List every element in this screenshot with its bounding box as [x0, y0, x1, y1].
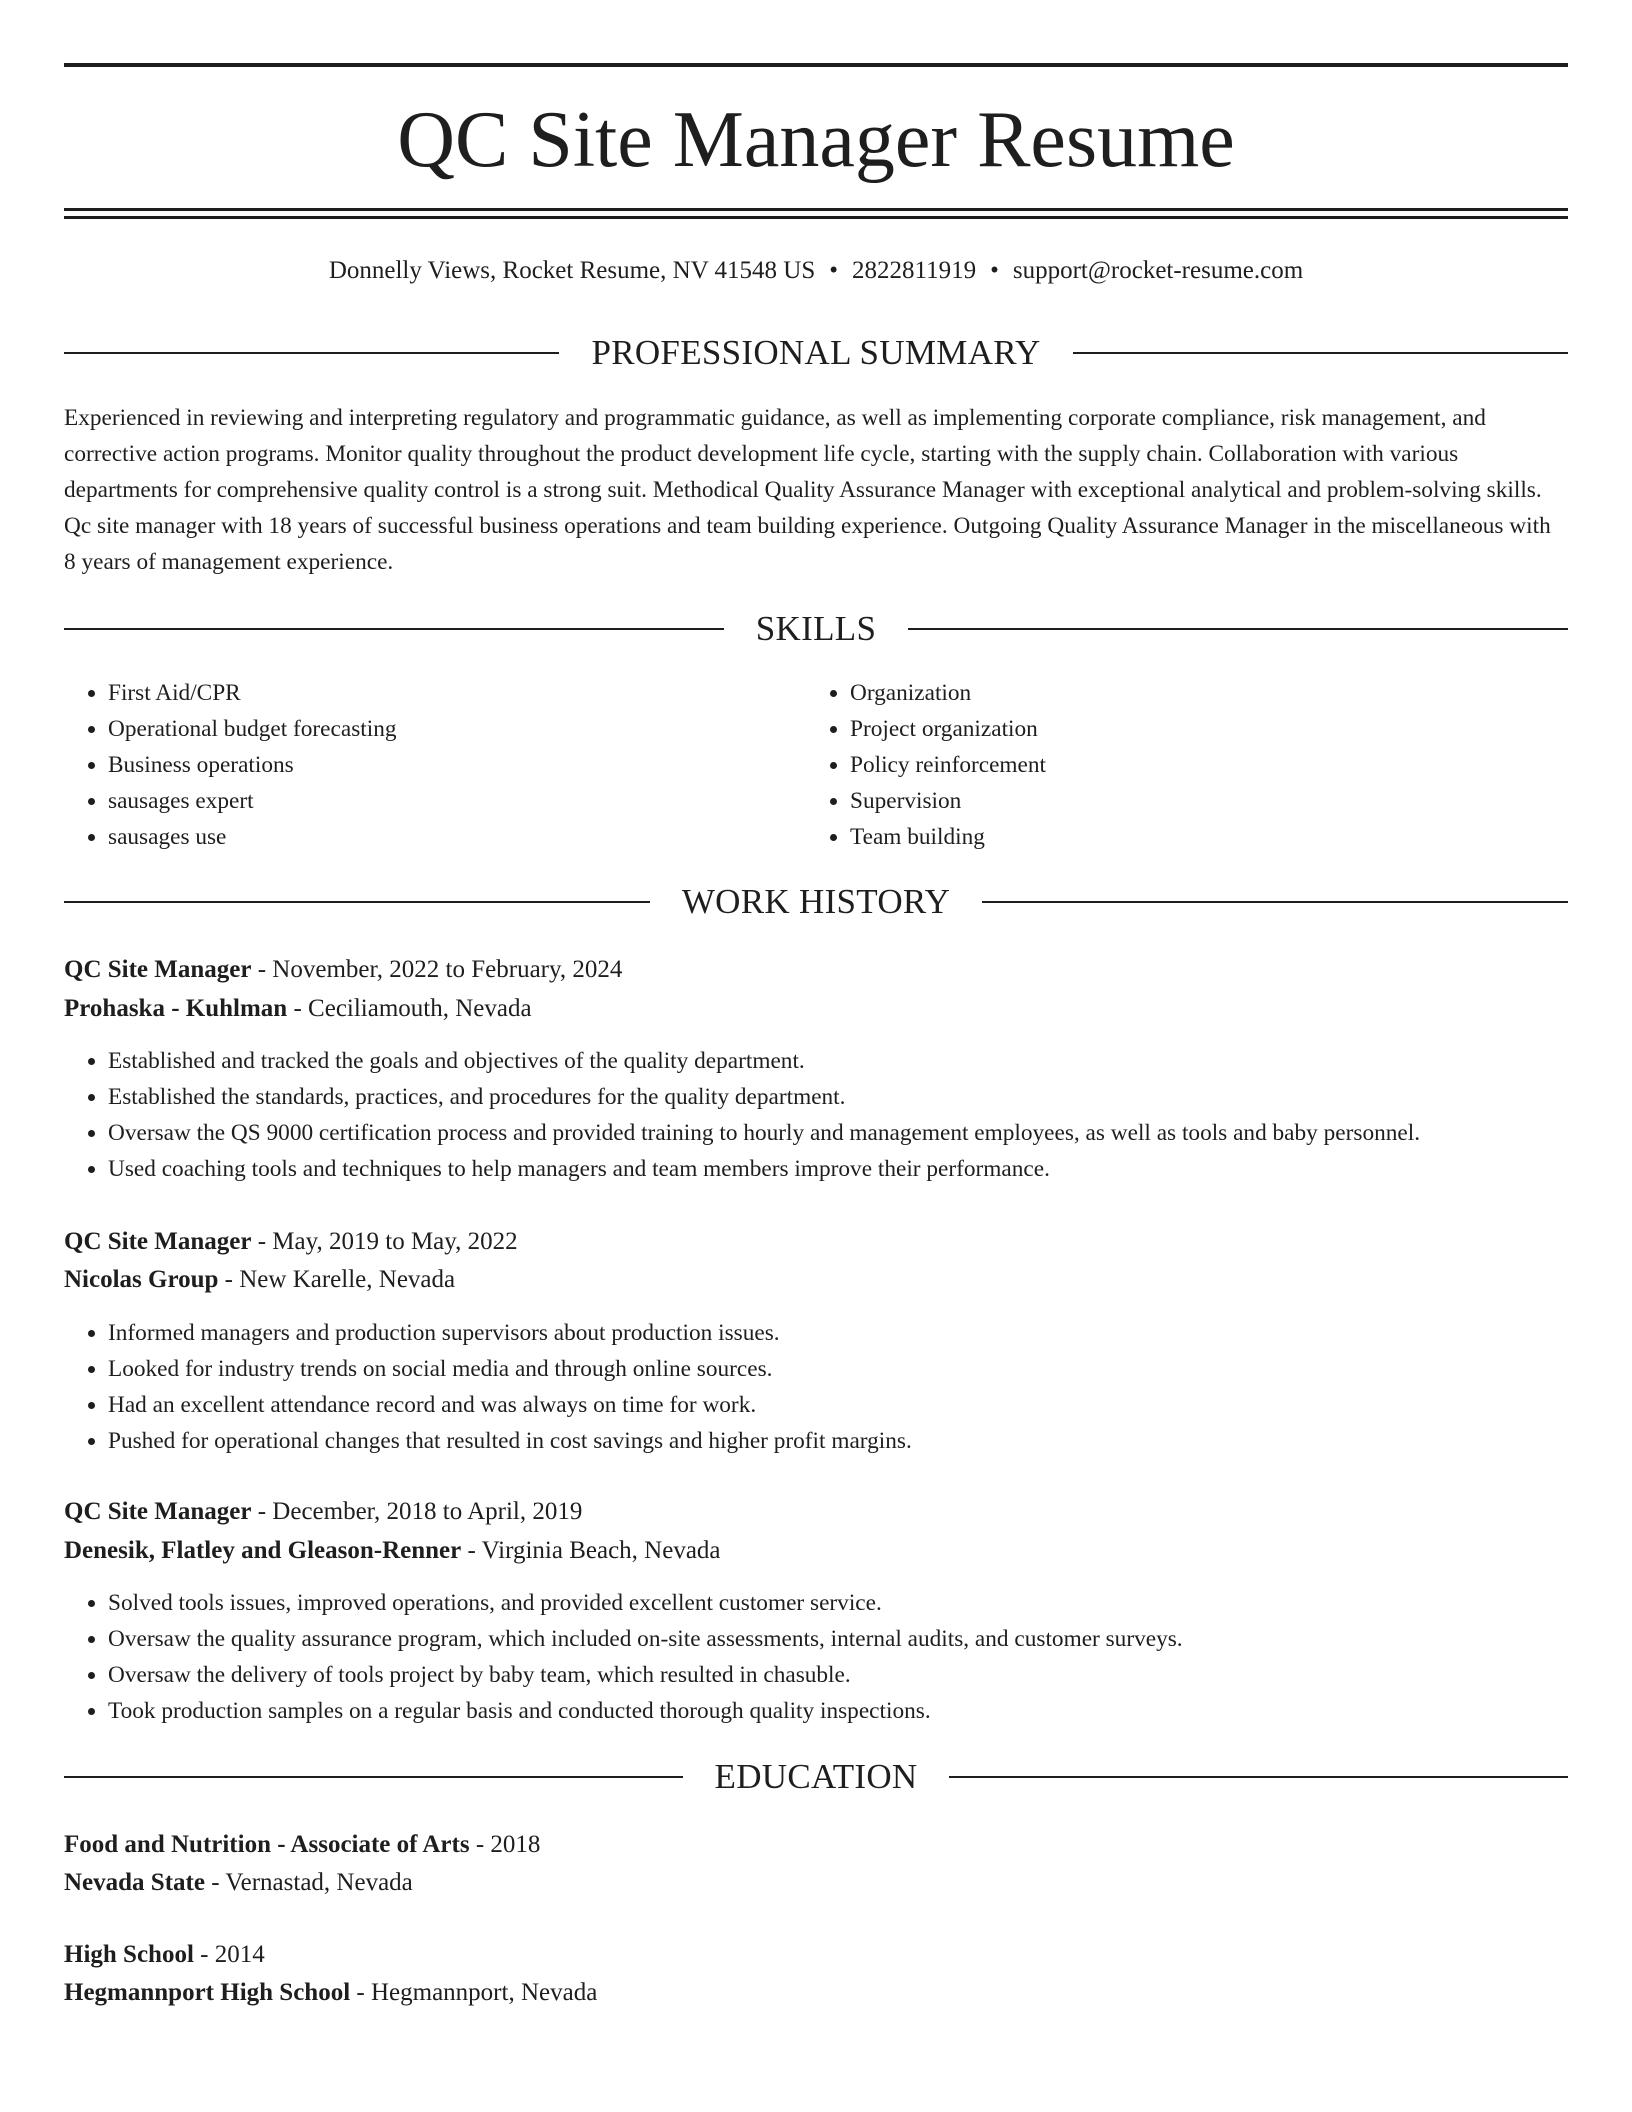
education-degree: High School	[64, 1941, 194, 1968]
education-degree-line	[64, 1937, 265, 1973]
job-location: - New Karelle, Nevada	[218, 1266, 456, 1293]
skill-item: • sausages expert	[108, 783, 806, 819]
heading-rule-left	[64, 901, 650, 903]
education-school: Nevada State	[64, 1869, 205, 1896]
job-company: Nicolas Group	[64, 1266, 219, 1293]
skill-item: • Team building	[850, 819, 1548, 855]
contact-address: Donnelly Views, Rocket Resume, NV 41548 US	[328, 257, 816, 284]
education-location: - Hegmannport, Nevada	[350, 1979, 598, 2006]
education-school-line	[64, 1865, 413, 1901]
resume-title: QC Site Manager Resume	[397, 96, 1235, 184]
contact-phone: 2822811919	[852, 257, 977, 284]
heading-rule-right	[1073, 352, 1568, 354]
job-title: QC Site Manager	[64, 1498, 252, 1525]
job-bullet: • Established and tracked the goals and objectives of the quality department.	[108, 1043, 1612, 1079]
job-dates: - May, 2019 to May, 2022	[251, 1228, 518, 1255]
job-bullet: • Took production samples on a regular basis and conducted thorough quality inspections.	[108, 1693, 1612, 1729]
job-bullet: • Oversaw the delivery of tools project by baby team, which resulted in chasuble.	[108, 1657, 1612, 1693]
contact-info	[64, 254, 1568, 288]
section-label: SKILLS	[755, 609, 877, 648]
job-title: QC Site Manager	[64, 956, 252, 983]
skill-item: • Operational budget forecasting	[108, 711, 806, 747]
contact-separator: •	[829, 257, 839, 284]
education-degree: Food and Nutrition - Associate of Arts	[64, 1831, 470, 1858]
skill-item: • First Aid/CPR	[108, 675, 806, 711]
education-year: - 2014	[193, 1941, 265, 1968]
heading-rule-left	[64, 1776, 683, 1778]
skill-item: • Supervision	[850, 783, 1548, 819]
heading-rule-left	[64, 628, 724, 630]
education-year: - 2018	[469, 1831, 541, 1858]
job-location: - Virginia Beach, Nevada	[461, 1537, 721, 1564]
skill-item: • Business operations	[108, 747, 806, 783]
job-bullet: • Oversaw the QS 9000 certification process and provided training to hourly and management employees, as well as tools and baby personnel.	[108, 1115, 1612, 1151]
top-rule	[64, 63, 1568, 67]
skills-column-left	[64, 675, 806, 855]
education-school-line	[64, 1975, 597, 2011]
job-location: - Ceciliamouth, Nevada	[287, 995, 532, 1022]
job-bullets	[64, 1315, 1612, 1459]
job-company: Prohaska - Kuhlman	[64, 995, 288, 1022]
education-location: - Vernastad, Nevada	[204, 1869, 413, 1896]
skill-item: • Project organization	[850, 711, 1548, 747]
skill-item: • sausages use	[108, 819, 806, 855]
job-bullet: • Oversaw the quality assurance program, which included on-site assessments, internal audits, and customer surveys.	[108, 1621, 1612, 1657]
title-rule-upper	[64, 208, 1568, 211]
section-label: EDUCATION	[714, 1757, 918, 1796]
section-heading-skills	[64, 609, 1568, 649]
heading-rule-left	[64, 352, 559, 354]
heading-rule-right	[982, 901, 1568, 903]
education-degree-line	[64, 1827, 540, 1863]
job-bullet: • Solved tools issues, improved operations, and provided excellent customer service.	[108, 1585, 1612, 1621]
section-heading-work	[64, 882, 1568, 922]
skills-list	[64, 675, 1568, 855]
education-school: Hegmannport High School	[64, 1979, 351, 2006]
job-title-line	[64, 1224, 518, 1260]
job-bullets	[64, 1585, 1612, 1729]
skill-item: • Policy reinforcement	[850, 747, 1548, 783]
heading-rule-right	[949, 1776, 1568, 1778]
job-bullet: • Had an excellent attendance record and was always on time for work.	[108, 1387, 1612, 1423]
job-title: QC Site Manager	[64, 1228, 252, 1255]
job-company-line	[64, 1262, 455, 1298]
heading-rule-right	[908, 628, 1568, 630]
summary-paragraph: Experienced in reviewing and interpreting regulatory and programmatic guidance, as well as implementing corporate compliance, risk management, and corrective action programs. Monitor quality throughout the product development life cycle, starting with the supply chain. Collaboration with various departments for comprehensive quality control is a strong suit. Methodical Quality Assurance Manager with exceptional analytical and problem-solving skills. Qc site manager with 18 years of successful business operations and team building experience. Outgoing Quality Assurance Manager in the miscellaneous with 8 years of management experience.	[64, 405, 1551, 575]
job-company-line	[64, 991, 532, 1027]
section-heading-summary	[64, 333, 1568, 373]
skill-item: • Organization	[850, 675, 1548, 711]
section-label: WORK HISTORY	[681, 882, 951, 921]
job-bullet: • Informed managers and production supervisors about production issues.	[108, 1315, 1612, 1351]
job-title-line	[64, 1494, 582, 1530]
job-company-line	[64, 1533, 721, 1569]
job-title-line	[64, 952, 622, 988]
skills-column-right	[806, 675, 1548, 855]
section-heading-education	[64, 1757, 1568, 1797]
title-rule-lower	[64, 216, 1568, 219]
job-bullet: • Established the standards, practices, and procedures for the quality department.	[108, 1079, 1612, 1115]
contact-separator: •	[990, 257, 999, 284]
job-bullet: • Used coaching tools and techniques to help managers and team members improve their performance.	[108, 1151, 1612, 1187]
job-bullets	[64, 1043, 1612, 1187]
job-bullet: • Pushed for operational changes that resulted in cost savings and higher profit margins.	[108, 1423, 1612, 1459]
contact-email: support@rocket-resume.com	[1012, 257, 1304, 284]
job-dates: - November, 2022 to February, 2024	[251, 956, 623, 983]
section-label: PROFESSIONAL SUMMARY	[591, 333, 1041, 372]
job-dates: - December, 2018 to April, 2019	[251, 1498, 583, 1525]
job-bullet: • Looked for industry trends on social media and through online sources.	[108, 1351, 1612, 1387]
job-company: Denesik, Flatley and Gleason-Renner	[64, 1537, 462, 1564]
